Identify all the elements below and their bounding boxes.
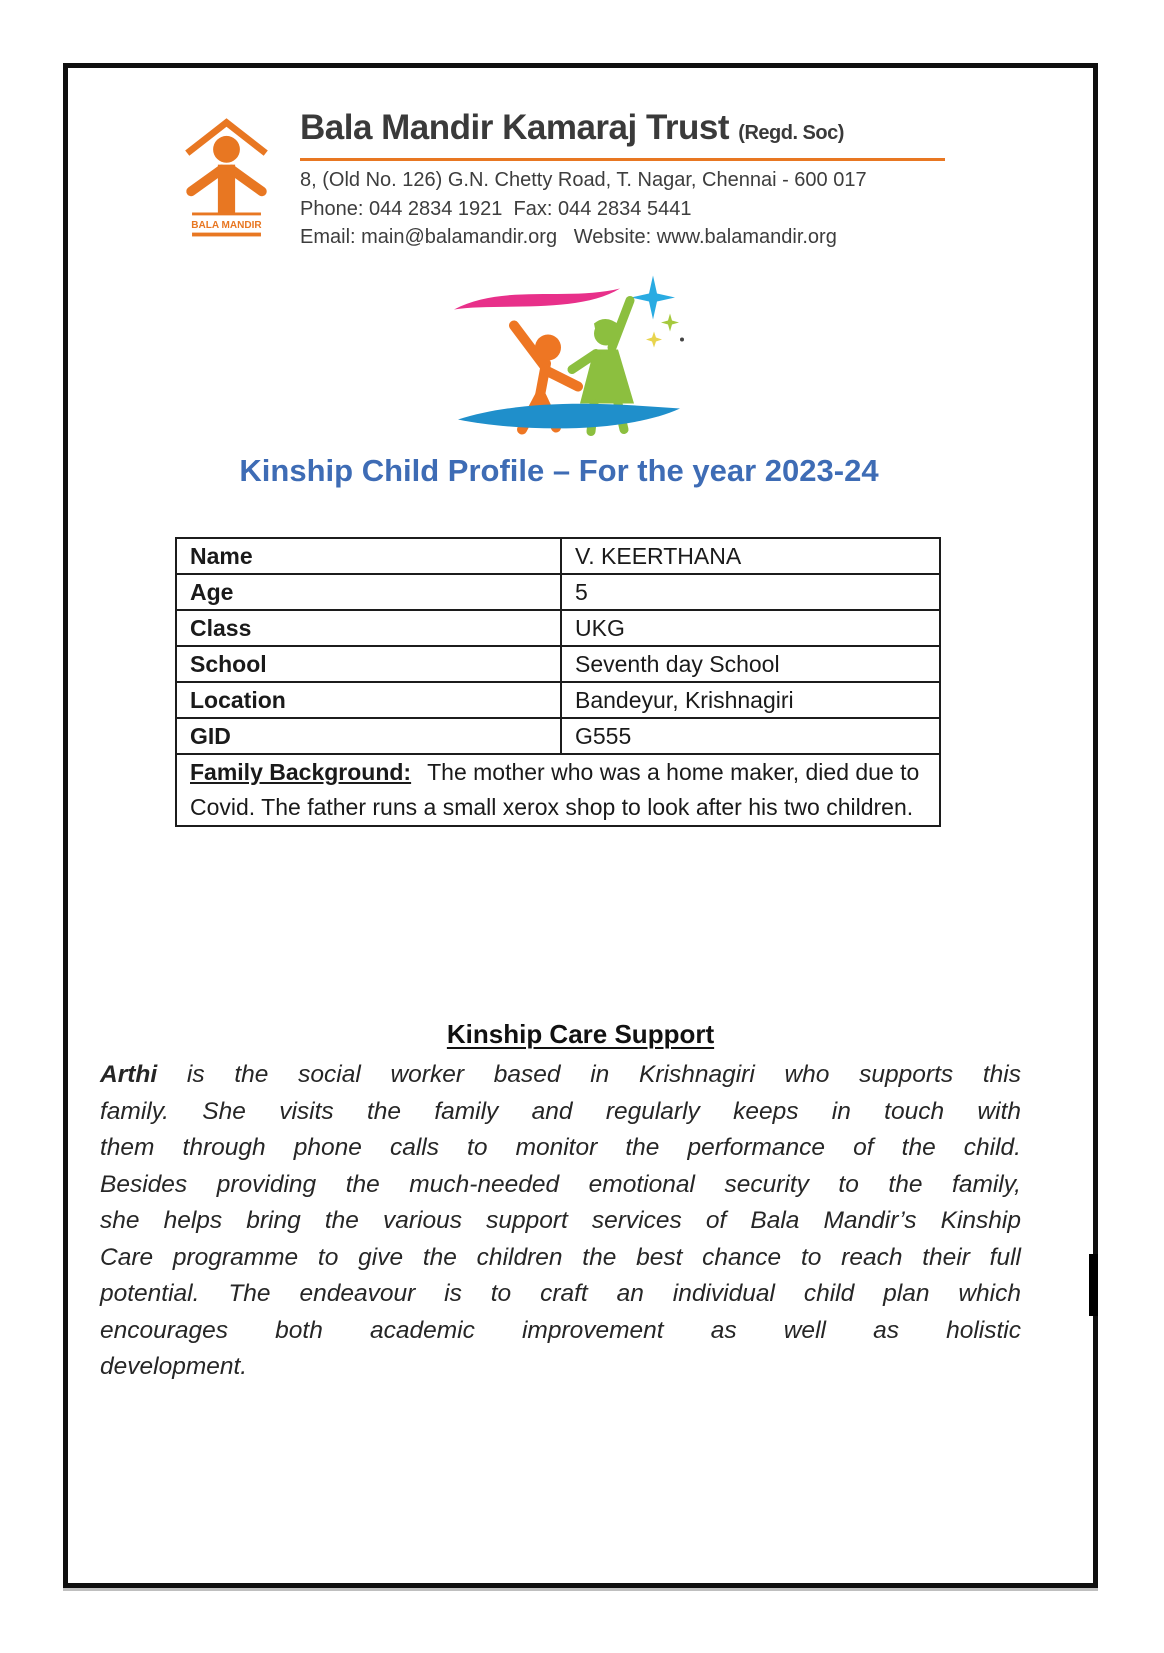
table-row <box>176 610 940 646</box>
figure-left-arm <box>191 169 222 191</box>
org-name-main: Bala Mandir Kamaraj Trust <box>300 108 730 147</box>
figure-head <box>213 136 240 163</box>
row-label: Class <box>176 610 561 646</box>
row-value: V. KEERTHANA <box>561 538 940 574</box>
child-profile-table <box>175 537 941 827</box>
bala-mandir-logo-icon <box>178 112 275 246</box>
children-stars-logo-icon <box>448 267 688 443</box>
org-phone-fax: Phone: 044 2834 1921 Fax: 044 2834 5441 <box>300 197 692 220</box>
row-label: Location <box>176 682 561 718</box>
paragraph-line: Care programme to give the children the best chance to reach their full <box>100 1243 1021 1271</box>
org-name <box>300 108 960 153</box>
paragraph-line: them through phone calls to monitor the performance of the child. <box>100 1134 1021 1161</box>
social-worker-name: Arthi <box>100 1061 158 1088</box>
row-value: 5 <box>561 574 940 610</box>
star-blue-icon <box>631 276 675 320</box>
row-value: G555 <box>561 718 940 754</box>
paragraph-line: encourages both academic improvement as well as holistic <box>100 1316 1021 1344</box>
family-background-text: The mother who was a home maker, died due to Covid. The father runs a small xerox shop to look after his two children. <box>190 759 920 820</box>
paragraph-line: development. <box>100 1353 248 1380</box>
family-background-label: Family Background: <box>190 759 412 785</box>
star-yellow-icon <box>646 332 662 348</box>
paragraph-line: Besides providing the much-needed emotional security to the family, <box>100 1170 1021 1198</box>
scan-artifact-mark <box>1089 1254 1098 1316</box>
paragraph-line: potential. The endeavour is to craft an individual child plan which <box>100 1280 1021 1307</box>
pink-swoosh <box>454 289 620 310</box>
family-background-row <box>176 754 940 826</box>
section-heading: Kinship Care Support <box>446 1019 715 1049</box>
paragraph-line: she helps bring the various support services of Bala Mandir’s Kinship <box>100 1207 1021 1234</box>
logo-caption: BALA MANDIR <box>191 219 262 231</box>
table-row <box>176 718 940 754</box>
org-address: 8, (Old No. 126) G.N. Chetty Road, T. Nagar, Chennai - 600 017 <box>300 169 867 191</box>
star-green-icon <box>661 314 679 332</box>
paragraph-line <box>100 1057 1021 1094</box>
row-value: Bandeyur, Krishnagiri <box>561 682 940 718</box>
letterhead <box>300 108 960 252</box>
row-label: Age <box>176 574 561 610</box>
orange-divider <box>300 158 945 161</box>
support-paragraph <box>100 1057 1021 1386</box>
paragraph-text: is the social worker based in Krishnagiri who supports this <box>157 1061 1021 1088</box>
row-label: School <box>176 646 561 682</box>
page-title: Kinship Child Profile – For the year 2023-24 <box>239 453 879 488</box>
blue-swoosh <box>458 404 680 429</box>
row-value: Seventh day School <box>561 646 940 682</box>
row-label: GID <box>176 718 561 754</box>
paragraph-line: family. She visits the family and regularly keeps in touch with <box>100 1097 1021 1125</box>
org-name-suffix: (Regd. Soc) <box>738 122 844 144</box>
star-dot <box>680 338 684 342</box>
row-value: UKG <box>561 610 940 646</box>
figure-right-arm <box>231 169 262 191</box>
table-row <box>176 682 940 718</box>
table-row <box>176 538 940 574</box>
family-background-cell <box>176 754 940 826</box>
table-row <box>176 646 940 682</box>
row-label: Name <box>176 538 561 574</box>
org-email-website: Email: main@balamandir.org Website: www.balamandir.org <box>300 226 837 248</box>
document-page <box>63 63 1098 1588</box>
table-row <box>176 574 940 610</box>
